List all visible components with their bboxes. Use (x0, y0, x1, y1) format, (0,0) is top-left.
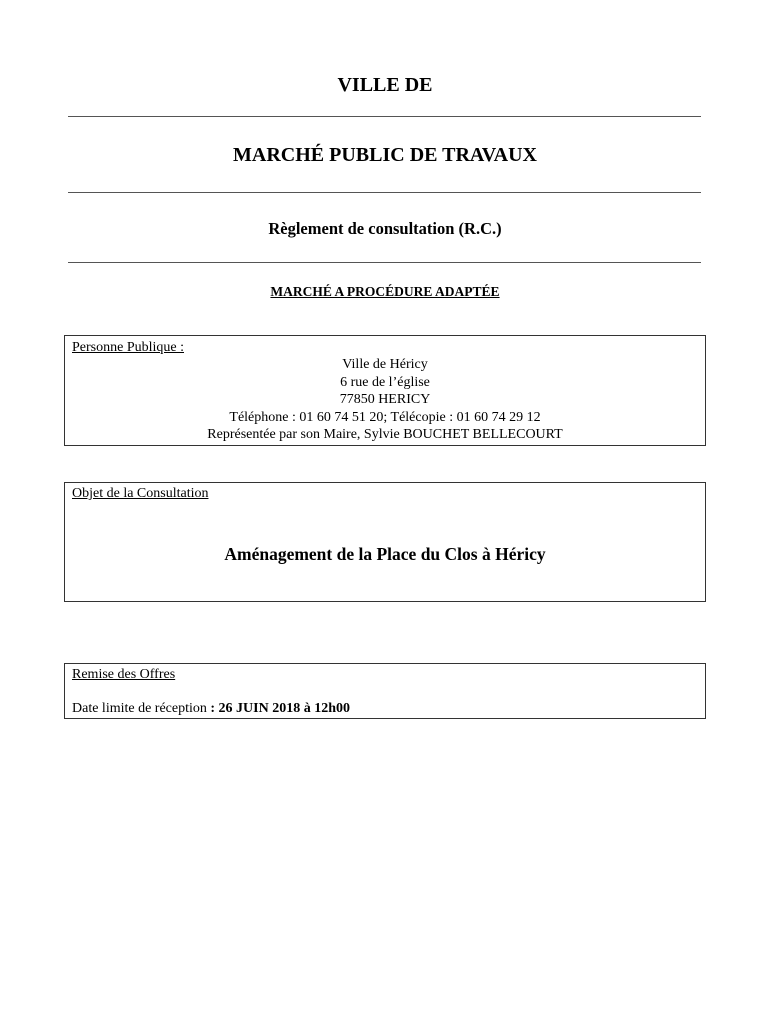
personne-publique-address (65, 356, 705, 444)
address-line: 77850 HERICY (339, 392, 431, 407)
personne-publique-box (64, 335, 706, 446)
date-limite-line (72, 701, 350, 717)
address-line: Ville de Héricy (342, 357, 428, 372)
remise-label: Remise des Offres (72, 667, 176, 682)
title-marche: MARCHÉ PUBLIC DE TRAVAUX (233, 144, 537, 166)
address-line: Représentée par son Maire, Sylvie BOUCHET BELLECOURT (207, 427, 563, 442)
objet-title: Aménagement de la Place du Clos à Héricy (224, 544, 546, 564)
title-ville: VILLE DE (337, 74, 433, 96)
address-line: Téléphone : 01 60 74 51 20; Télécopie : 01 60 74 29 12 (229, 409, 541, 425)
date-limite-value: : 26 JUIN 2018 à 12h00 (210, 701, 351, 716)
objet-box (64, 482, 706, 602)
divider (68, 192, 701, 193)
title-procedure: MARCHÉ A PROCÉDURE ADAPTÉE (270, 284, 500, 299)
divider (68, 262, 701, 263)
remise-box (64, 663, 706, 719)
date-limite-label: Date limite de réception (72, 701, 207, 716)
divider (68, 116, 701, 117)
objet-label: Objet de la Consultation (72, 486, 209, 501)
title-reglement: Règlement de consultation (R.C.) (268, 219, 502, 238)
personne-publique-label: Personne Publique : (72, 340, 184, 355)
address-line: 6 rue de l’église (340, 374, 430, 390)
